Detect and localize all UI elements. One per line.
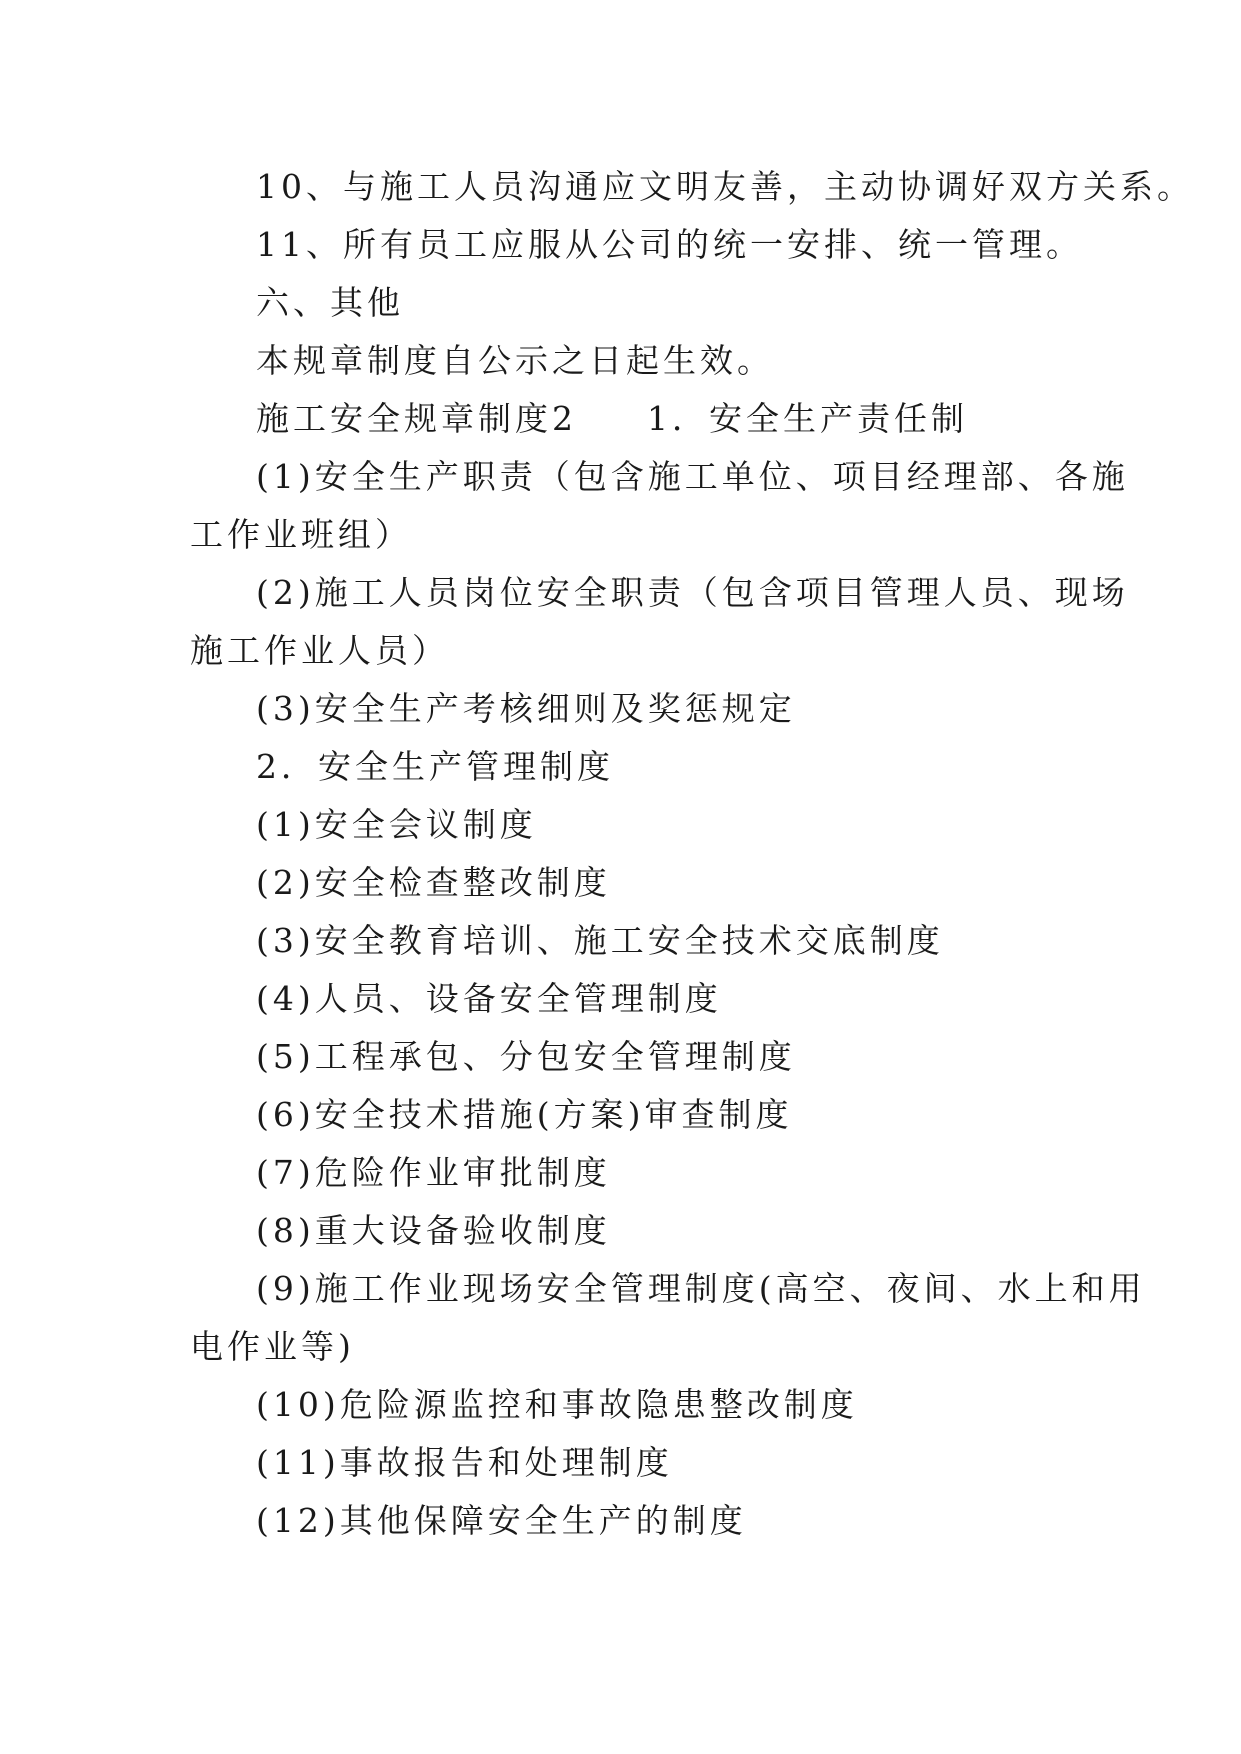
list-item-1-1-continued: 工作业班组）: [190, 515, 412, 554]
paragraph-item-11: 11、所有员工应服从公司的统一安排、统一管理。: [256, 225, 1083, 264]
list-item-2-11: (11)事故报告和处理制度: [256, 1443, 673, 1482]
list-item-1-3: (3)安全生产考核细则及奖惩规定: [256, 689, 796, 728]
list-item-2-8: (8)重大设备验收制度: [256, 1211, 611, 1250]
list-item-2-6: (6)安全技术措施(方案)审查制度: [256, 1095, 793, 1134]
document-body: [190, 158, 1194, 1550]
document-heading-line: [190, 390, 1060, 448]
section-heading-1: 1．安全生产责任制: [647, 399, 968, 438]
section-heading-other: 六、其他: [256, 283, 404, 322]
document-title: 施工安全规章制度2: [256, 399, 577, 438]
list-item-2-5: (5)工程承包、分包安全管理制度: [256, 1037, 796, 1076]
list-item-2-7: (7)危险作业审批制度: [256, 1153, 611, 1192]
list-item-2-1: (1)安全会议制度: [256, 805, 537, 844]
list-item-2-4: (4)人员、设备安全管理制度: [256, 979, 722, 1018]
list-item-1-2-continued: 施工作业人员）: [190, 631, 449, 670]
list-item-2-9: (9)施工作业现场安全管理制度(高空、夜间、水上和用: [256, 1269, 1146, 1308]
section-heading-2: 2．安全生产管理制度: [256, 747, 614, 786]
list-item-2-2: (2)安全检查整改制度: [256, 863, 611, 902]
list-item-2-3: (3)安全教育培训、施工安全技术交底制度: [256, 921, 944, 960]
list-item-1-2: (2)施工人员岗位安全职责（包含项目管理人员、现场: [256, 573, 1129, 612]
paragraph-item-10: 10、与施工人员沟通应文明友善，主动协调好双方关系。: [256, 167, 1194, 206]
list-item-1-1: (1)安全生产职责（包含施工单位、项目经理部、各施: [256, 457, 1129, 496]
list-item-2-10: (10)危险源监控和事故隐患整改制度: [256, 1385, 858, 1424]
list-item-2-12: (12)其他保障安全生产的制度: [256, 1501, 747, 1540]
paragraph-effective: 本规章制度自公示之日起生效。: [256, 341, 774, 380]
list-item-2-9-continued: 电作业等): [190, 1327, 355, 1366]
